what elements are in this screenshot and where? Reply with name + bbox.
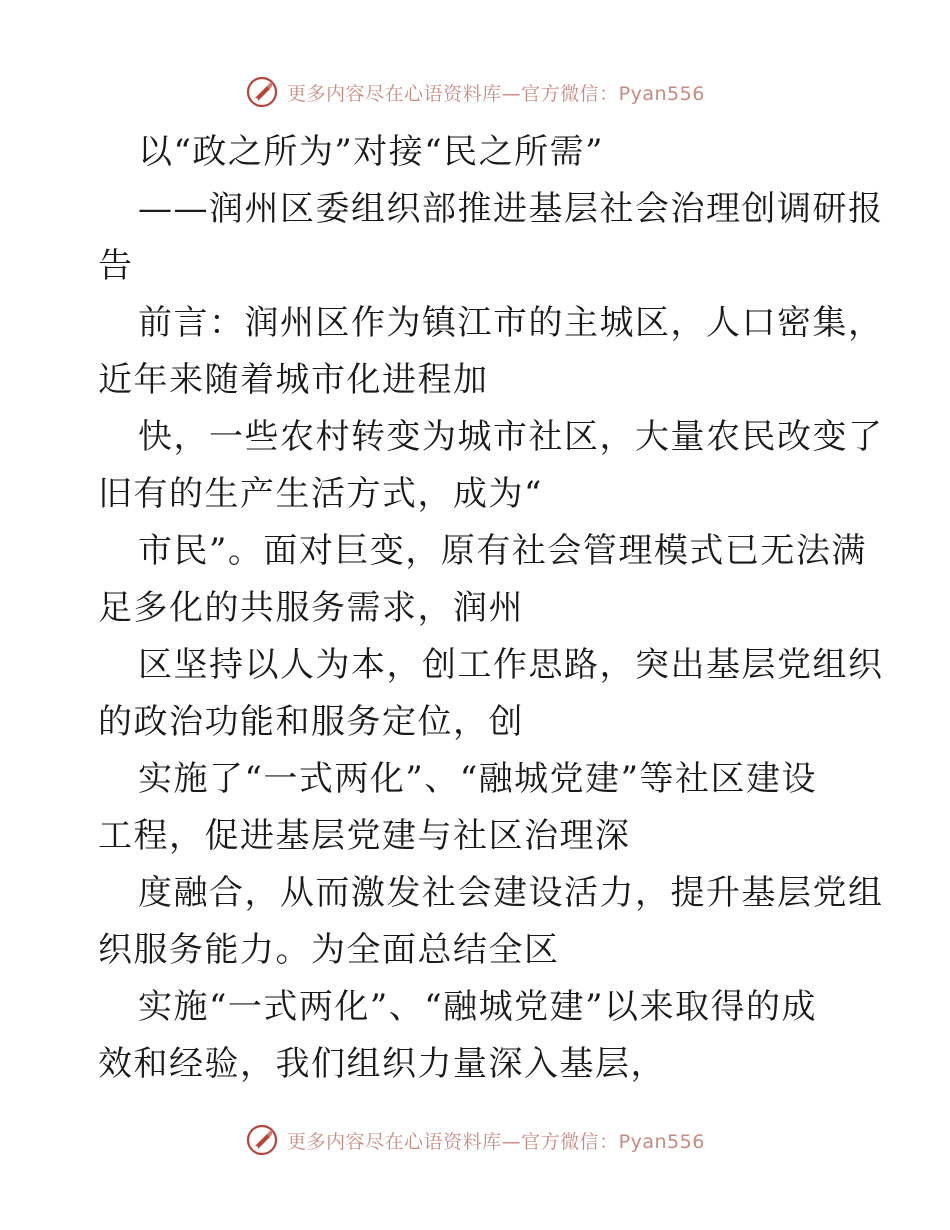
paragraph-line: 实施“一式两化”、“融城党建”以来取得的成 [138,987,818,1027]
paragraph-line: 效和经验，我们组织力量深入基层， [98,1044,666,1084]
paragraph-line: 旧有的生产生活方式，成为“ [98,474,543,514]
footer-watermark-text: 更多内容尽在心语资料库—官方微信：Pyan556 [287,1130,705,1153]
paragraph-line: 前言：润州区作为镇江市的主城区，人口密集， [138,303,884,343]
paragraph-line: 实施了“一式两化”、“融城党建”等社区建设 [138,759,818,799]
footer-watermark-banner [0,1120,950,1160]
paragraph-line: 快，一些农村转变为城市社区，大量农民改变了 [138,417,884,457]
pen-logo-icon [245,75,279,109]
paragraph-line: 的政治功能和服务定位，创 [98,702,524,742]
document-body [98,124,884,1093]
paragraph-line: 足多化的共服务需求，润州 [98,588,524,628]
paragraph-line: 工程，促进基层党建与社区治理深 [98,816,631,856]
paragraph-line: 织服务能力。为全面总结全区 [98,930,560,970]
pen-logo-icon [245,1123,279,1157]
title-line: 以“政之所为”对接“民之所需” [138,132,605,172]
header-watermark-banner [0,72,950,112]
paragraph-line: 市民”。面对巨变，原有社会管理模式已无法满 [138,531,867,571]
subtitle-line-continued: 告 [98,246,134,286]
paragraph-line: 度融合，从而激发社会建设活力，提升基层党组 [138,873,884,913]
subtitle-line: ——润州区委组织部推进基层社会治理创调研报 [138,189,884,229]
paragraph-line: 近年来随着城市化进程加 [98,360,489,400]
paragraph-line: 区坚持以人为本，创工作思路，突出基层党组织 [138,645,884,685]
header-watermark-text: 更多内容尽在心语资料库—官方微信：Pyan556 [287,82,705,105]
